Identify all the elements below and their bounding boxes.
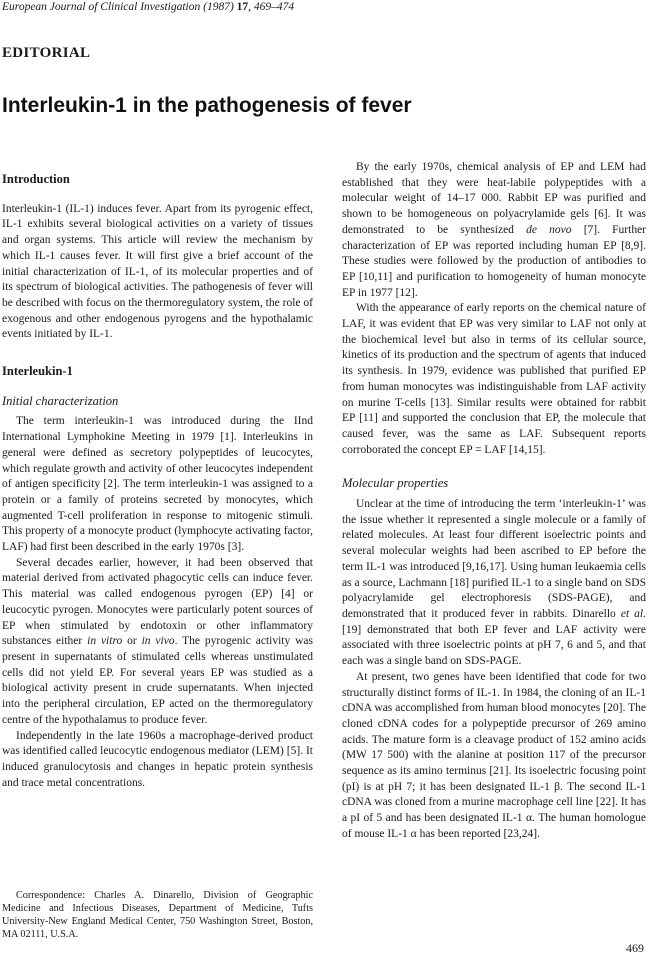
correspondence-note: Correspondence: Charles A. Dinarello, Division of Geographic Medicine and Infectious Diseases, Department of Medicine, Tufts University-New England Medical Center, 750 Washington Street, Boston, MA 02111, U.S.A. xyxy=(2,890,313,940)
right-column xyxy=(342,160,646,843)
paragraph: With the appearance of early reports on the chemical nature of LAF, it was evident that EP was very similar to LAF not only at the biochemical level but also in terms of its cellular source, kinetics of its production and the spectrum of agents that induced its synthesis. In 1979, evidence was published that purified EP from human monocytes was indistinguishable from LAF activity on murine T-cells [13]. Similar results were obtained for rabbit EP [11] and supported the conclusion that EP, the molecule that caused fever, was the same as LAF. Subsequent reports corroborated the concept EP = LAF [14,15]. xyxy=(342,302,646,456)
paragraph-introduction: Interleukin-1 (IL-1) induces fever. Apart from its pyrogenic effect, IL-1 exhibits several biological activities on a variety of tissues and organ systems. This article will review the mechanism by which IL-1 causes fever. It will first give a brief account of the initial characterization of IL-1, of its molecular properties and of its spectrum of biological activities. The pathogenesis of fever will be described with focus on the thermoregulatory system, the role of exogenous and other endogenous pyrogens and the hypothalamic events initiated by IL-1. xyxy=(2,202,313,341)
subheading-initial-characterization: Initial characterization xyxy=(2,393,119,408)
page-number: 469 xyxy=(626,941,644,955)
journal-pages: , 469–474 xyxy=(248,1,295,13)
paragraph: The term interleukin-1 was introduced during the IInd International Lymphokine Meeting in 1979 [1]. Interleukins in general were defined as secretory polypeptides of leucocytes, which regulate growth and activity of other leucocytes independent of antigen specificity [2]. The term interleukin-1 was assigned to a protein or a family of proteins secreted by monocytes, which augmented T-cell proliferation in response to mitogenic stimuli. This property of a monocyte product (lymphocyte activating factor, LAF) had first been described in the early 1970s [3]. xyxy=(2,415,313,554)
paragraph: By the early 1970s, chemical analysis of EP and LEM had established that they were heat-labile polypeptides with a molecular weight of 14–17 000. Rabbit EP was purified and shown to be homogeneous on polyacrylamide gels [6]. It was demonstrated to be synthesized de novo [7]. Further characterization of EP was reported including human EP [8,9]. These studies were followed by the production of antibodies to EP [10,11] and purification to homogeneity of human monocyte EP in 1977 [12]. xyxy=(342,161,647,299)
paragraph: Several decades earlier, however, it had been observed that material derived from activated phagocytic cells can induce fever. This material was called endogenous pyrogen (EP) [4] or leucocytic pyrogen. Monocytes were particularly potent sources of EP when stimulated by endotoxin or other inflammatory substances either in vitro or in vivo. The pyrogenic activity was present in supernatants of stimulated cells whereas unstimulated cells did not yield EP. For several years EP was studied as a biological activity present in crude supernatants. When injected into the peripheral circulation, EP acted on the thermoregulatory centre of the hypothalamus to produce fever. xyxy=(2,556,313,726)
heading-introduction: Introduction xyxy=(2,172,70,186)
journal-header xyxy=(2,1,294,13)
section-label: EDITORIAL xyxy=(2,45,91,61)
subheading-molecular-properties: Molecular properties xyxy=(342,476,449,491)
journal-citation: European Journal of Clinical Investigation (1987) xyxy=(2,1,234,13)
journal-volume: 17 xyxy=(236,1,249,13)
paragraph: At present, two genes have been identified that code for two structurally distinct forms of IL-1. In 1984, the cloning of an IL-1 cDNA was accomplished from human blood monocytes [20]. The cloned cDNA codes for a polypeptide precursor of 269 amino acids. The mature form is a cleavage product of 152 amino acids (MW 17 500) with the alanine at position 117 of the precursor sequence as its amino terminus [21]. Its isoelectric focusing point (pI) is at pH 7; it has been designated IL-1 β. The second IL-1 cDNA was cloned from a murine macrophage cell line [22]. It has a pI of 5 and has been designated IL-1 α. The human homologue of mouse IL-1 α has been reported [23,24]. xyxy=(342,670,647,840)
article-title: Interleukin-1 in the pathogenesis of fever xyxy=(2,94,412,117)
paragraph: Independently in the late 1960s a macrophage-derived product was identified called leucocytic endogenous mediator (LEM) [5]. It induced granulocytosis and changes in hepatic protein synthesis and trace metal concentrations. xyxy=(2,729,313,789)
paragraph: Unclear at the time of introducing the term ‘interleukin-1’ was the issue whether it represented a single molecule or a family of related molecules. At least four different isoelectric points and several molecular weights had been ascribed to EP before the term IL-1 was introduced [9,16,17]. Using human leukaemia cells as a source, Lachmann [18] purified IL-1 to a single band on SDS polyacrylamide gel electrophoresis (SDS-PAGE), and demonstrated that it produced fever in rabbits. Dinarello et al. [19] demonstrated that both EP fever and LAF activity were associated with three isoelectric points at pH 7, 6 and 5, and that each was a single band on SDS-PAGE. xyxy=(342,498,646,668)
left-column xyxy=(2,172,313,791)
heading-interleukin-1: Interleukin-1 xyxy=(2,364,73,379)
